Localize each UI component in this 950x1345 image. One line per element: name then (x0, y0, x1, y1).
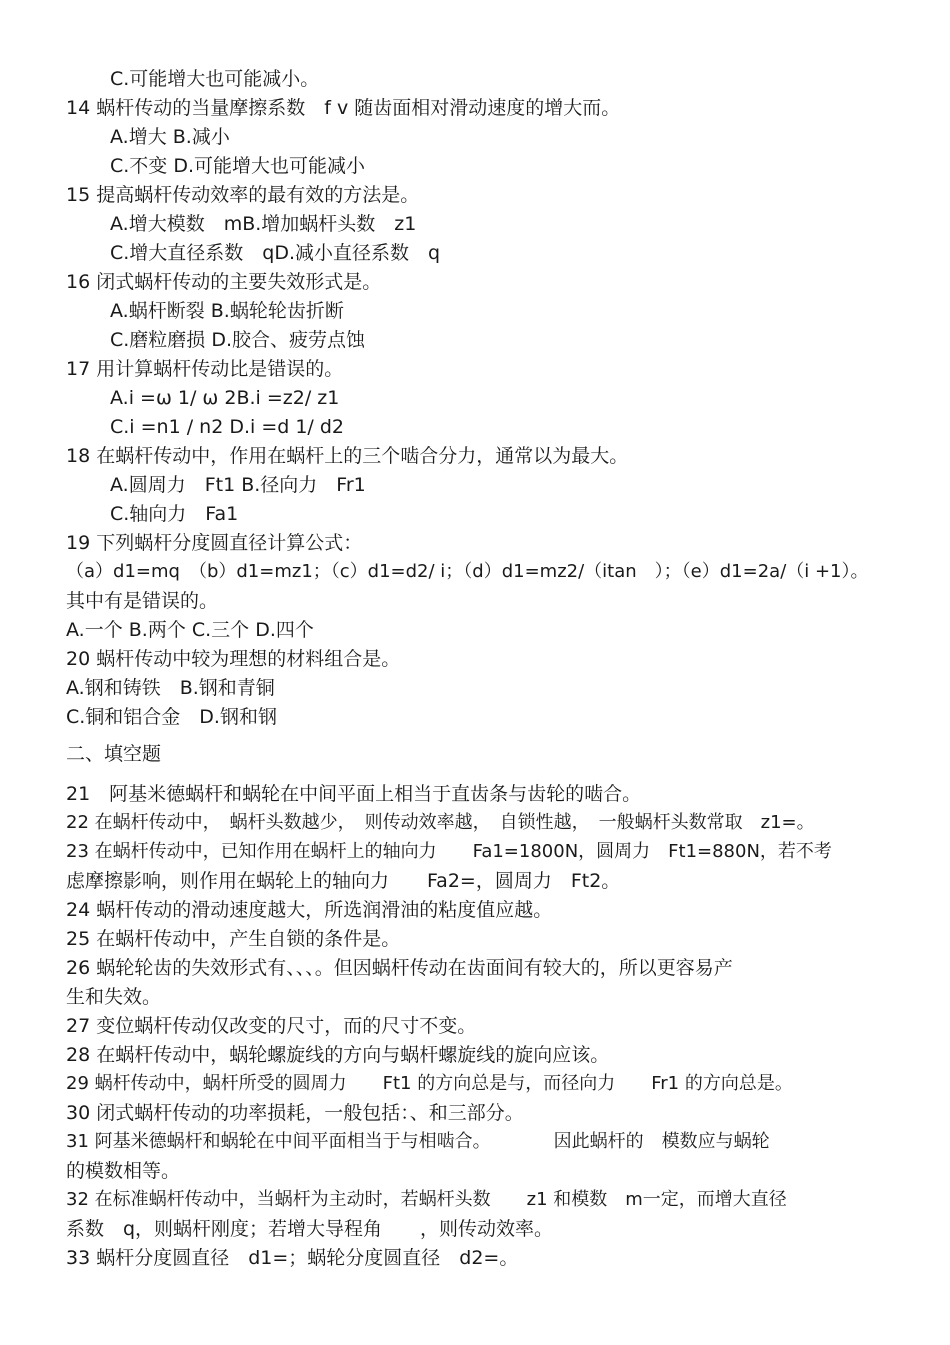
question-33: 33 蜗杆分度圆直径 d1=；蜗轮分度圆直径 d2=。 (66, 1247, 519, 1269)
option-line: A.i =ω 1/ ω 2B.i =z2/ z1 (110, 387, 340, 409)
text-line: 虑摩擦影响，则作用在蜗轮上的轴向力 Fa2=，圆周力 Ft2。 (66, 870, 621, 892)
question-23: 23 在蜗杆传动中，已知作用在蜗杆上的轴向力 Fa1=1800N，圆周力 Ft1=880N，若不考 (66, 841, 832, 862)
option-line: C.轴向力 Fa1 (110, 503, 239, 525)
question-32: 32 在标准蜗杆传动中，当蜗杆为主动时，若蜗杆头数 z1 和模数 m一定，而增大直径 (66, 1189, 787, 1210)
option-line: C.i =n1 / n2 D.i =d 1/ d2 (110, 416, 345, 438)
section-heading: 二、填空题 (66, 743, 162, 765)
question-24: 24 蜗杆传动的滑动速度越大，所选润滑油的粘度值应越。 (66, 899, 553, 921)
text-line: 系数 q，则蜗杆刚度；若增大导程角 ，则传动效率。 (66, 1218, 554, 1240)
option-line: A.增大 B.减小 (110, 126, 230, 148)
question-20: 20 蜗杆传动中较为理想的材料组合是。 (66, 648, 401, 670)
question-18: 18 在蜗杆传动中，作用在蜗杆上的三个啮合分力，通常以为最大。 (66, 445, 629, 467)
question-22: 22 在蜗杆传动中， 蜗杆头数越少， 则传动效率越， 自锁性越， 一般蜗杆头数常取 z1=。 (66, 812, 815, 833)
option-line: C.磨粒磨损 D.胶合、疲劳点蚀 (110, 329, 366, 351)
question-21: 21 阿基米德蜗杆和蜗轮在中间平面上相当于直齿条与齿轮的啮合。 (66, 783, 642, 805)
question-30: 30 闭式蜗杆传动的功率损耗，一般包括：、和三部分。 (66, 1102, 524, 1124)
question-27: 27 变位蜗杆传动仅改变的尺寸，而的尺寸不变。 (66, 1015, 477, 1037)
option-line: C.增大直径系数 qD.减小直径系数 q (110, 242, 441, 264)
question-31: 31 阿基米德蜗杆和蜗轮在中间平面相当于与相啮合。 因此蜗杆的 模数应与蜗轮 (66, 1131, 770, 1152)
question-28: 28 在蜗杆传动中，蜗轮螺旋线的方向与蜗杆螺旋线的旋向应该。 (66, 1044, 610, 1066)
option-line: A.增大模数 mB.增加蜗杆头数 z1 (110, 213, 417, 235)
text-line: 的模数相等。 (66, 1160, 181, 1182)
option-line: A.蜗杆断裂 B.蜗轮轮齿折断 (110, 300, 344, 322)
option-line: A.圆周力 Ft1 B.径向力 Fr1 (110, 474, 366, 496)
option-line: A.钢和铸铁 B.钢和青铜 (66, 677, 275, 699)
option-line: C.不变 D.可能增大也可能减小 (110, 155, 366, 177)
text-line: C.可能增大也可能减小。 (110, 68, 320, 90)
question-26: 26 蜗轮轮齿的失效形式有、、、。但因蜗杆传动在齿面间有较大的，所以更容易产 (66, 957, 733, 979)
option-line: A.一个 B.两个 C.三个 D.四个 (66, 619, 314, 641)
text-line: 生和失效。 (66, 986, 162, 1008)
question-17: 17 用计算蜗杆传动比是错误的。 (66, 358, 344, 380)
question-14: 14 蜗杆传动的当量摩擦系数 f v 随齿面相对滑动速度的增大而。 (66, 97, 621, 119)
option-line: C.铜和铝合金 D.钢和钢 (66, 706, 277, 728)
question-25: 25 在蜗杆传动中，产生自锁的条件是。 (66, 928, 401, 950)
formula-line: （a）d1=mq （b）d1=mz1；（c）d1=d2/ i；（d）d1=mz2/（itan ）；（e）d1=2a/（i +1）。 (66, 561, 869, 582)
text-line: 其中有是错误的。 (66, 590, 219, 612)
question-15: 15 提高蜗杆传动效率的最有效的方法是。 (66, 184, 420, 206)
question-19: 19 下列蜗杆分度圆直径计算公式： (66, 532, 363, 554)
question-29: 29 蜗杆传动中，蜗杆所受的圆周力 Ft1 的方向总是与，而径向力 Fr1 的方向总是。 (66, 1073, 793, 1094)
question-16: 16 闭式蜗杆传动的主要失效形式是。 (66, 271, 382, 293)
